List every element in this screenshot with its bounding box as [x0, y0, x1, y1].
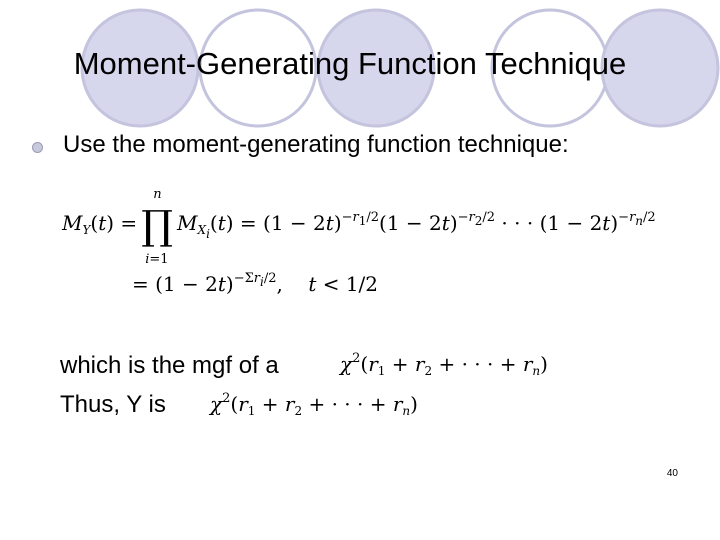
slide-title: Moment-Generating Function Technique — [73, 46, 627, 81]
equation-line-2: = $(1 - 2t)^{-\Sigma r_i/2}$, t < 1/2 — [132, 271, 379, 296]
chi-square-expression-1: $\chi^2(r_1 + r_2$ + · · · + $r_n$) — [340, 351, 548, 378]
chi-square-expression-2: $\chi^2(r_1 + r_2$ + · · · + $r_n$) — [210, 391, 418, 418]
bullet-item — [32, 131, 569, 159]
bullet-text: Use the moment-generating function technique: — [63, 131, 569, 158]
conclusion-statement: Thus, Y is — [60, 391, 166, 418]
equation-line-1: $M_Y(t)$ = ∏ n i=1 $M_{X_i}(t) = (1 - 2t)^{-r_1/2}(1 - 2t)^{-r_2/2}$ · · · $(1 - 2t)^{-r_n/2}$ — [62, 187, 656, 267]
bullet-icon — [32, 142, 43, 153]
product-symbol: ∏ n i=1 — [141, 187, 174, 267]
page-number: 40 — [666, 468, 678, 479]
mgf-statement: which is the mgf of a — [60, 352, 279, 379]
